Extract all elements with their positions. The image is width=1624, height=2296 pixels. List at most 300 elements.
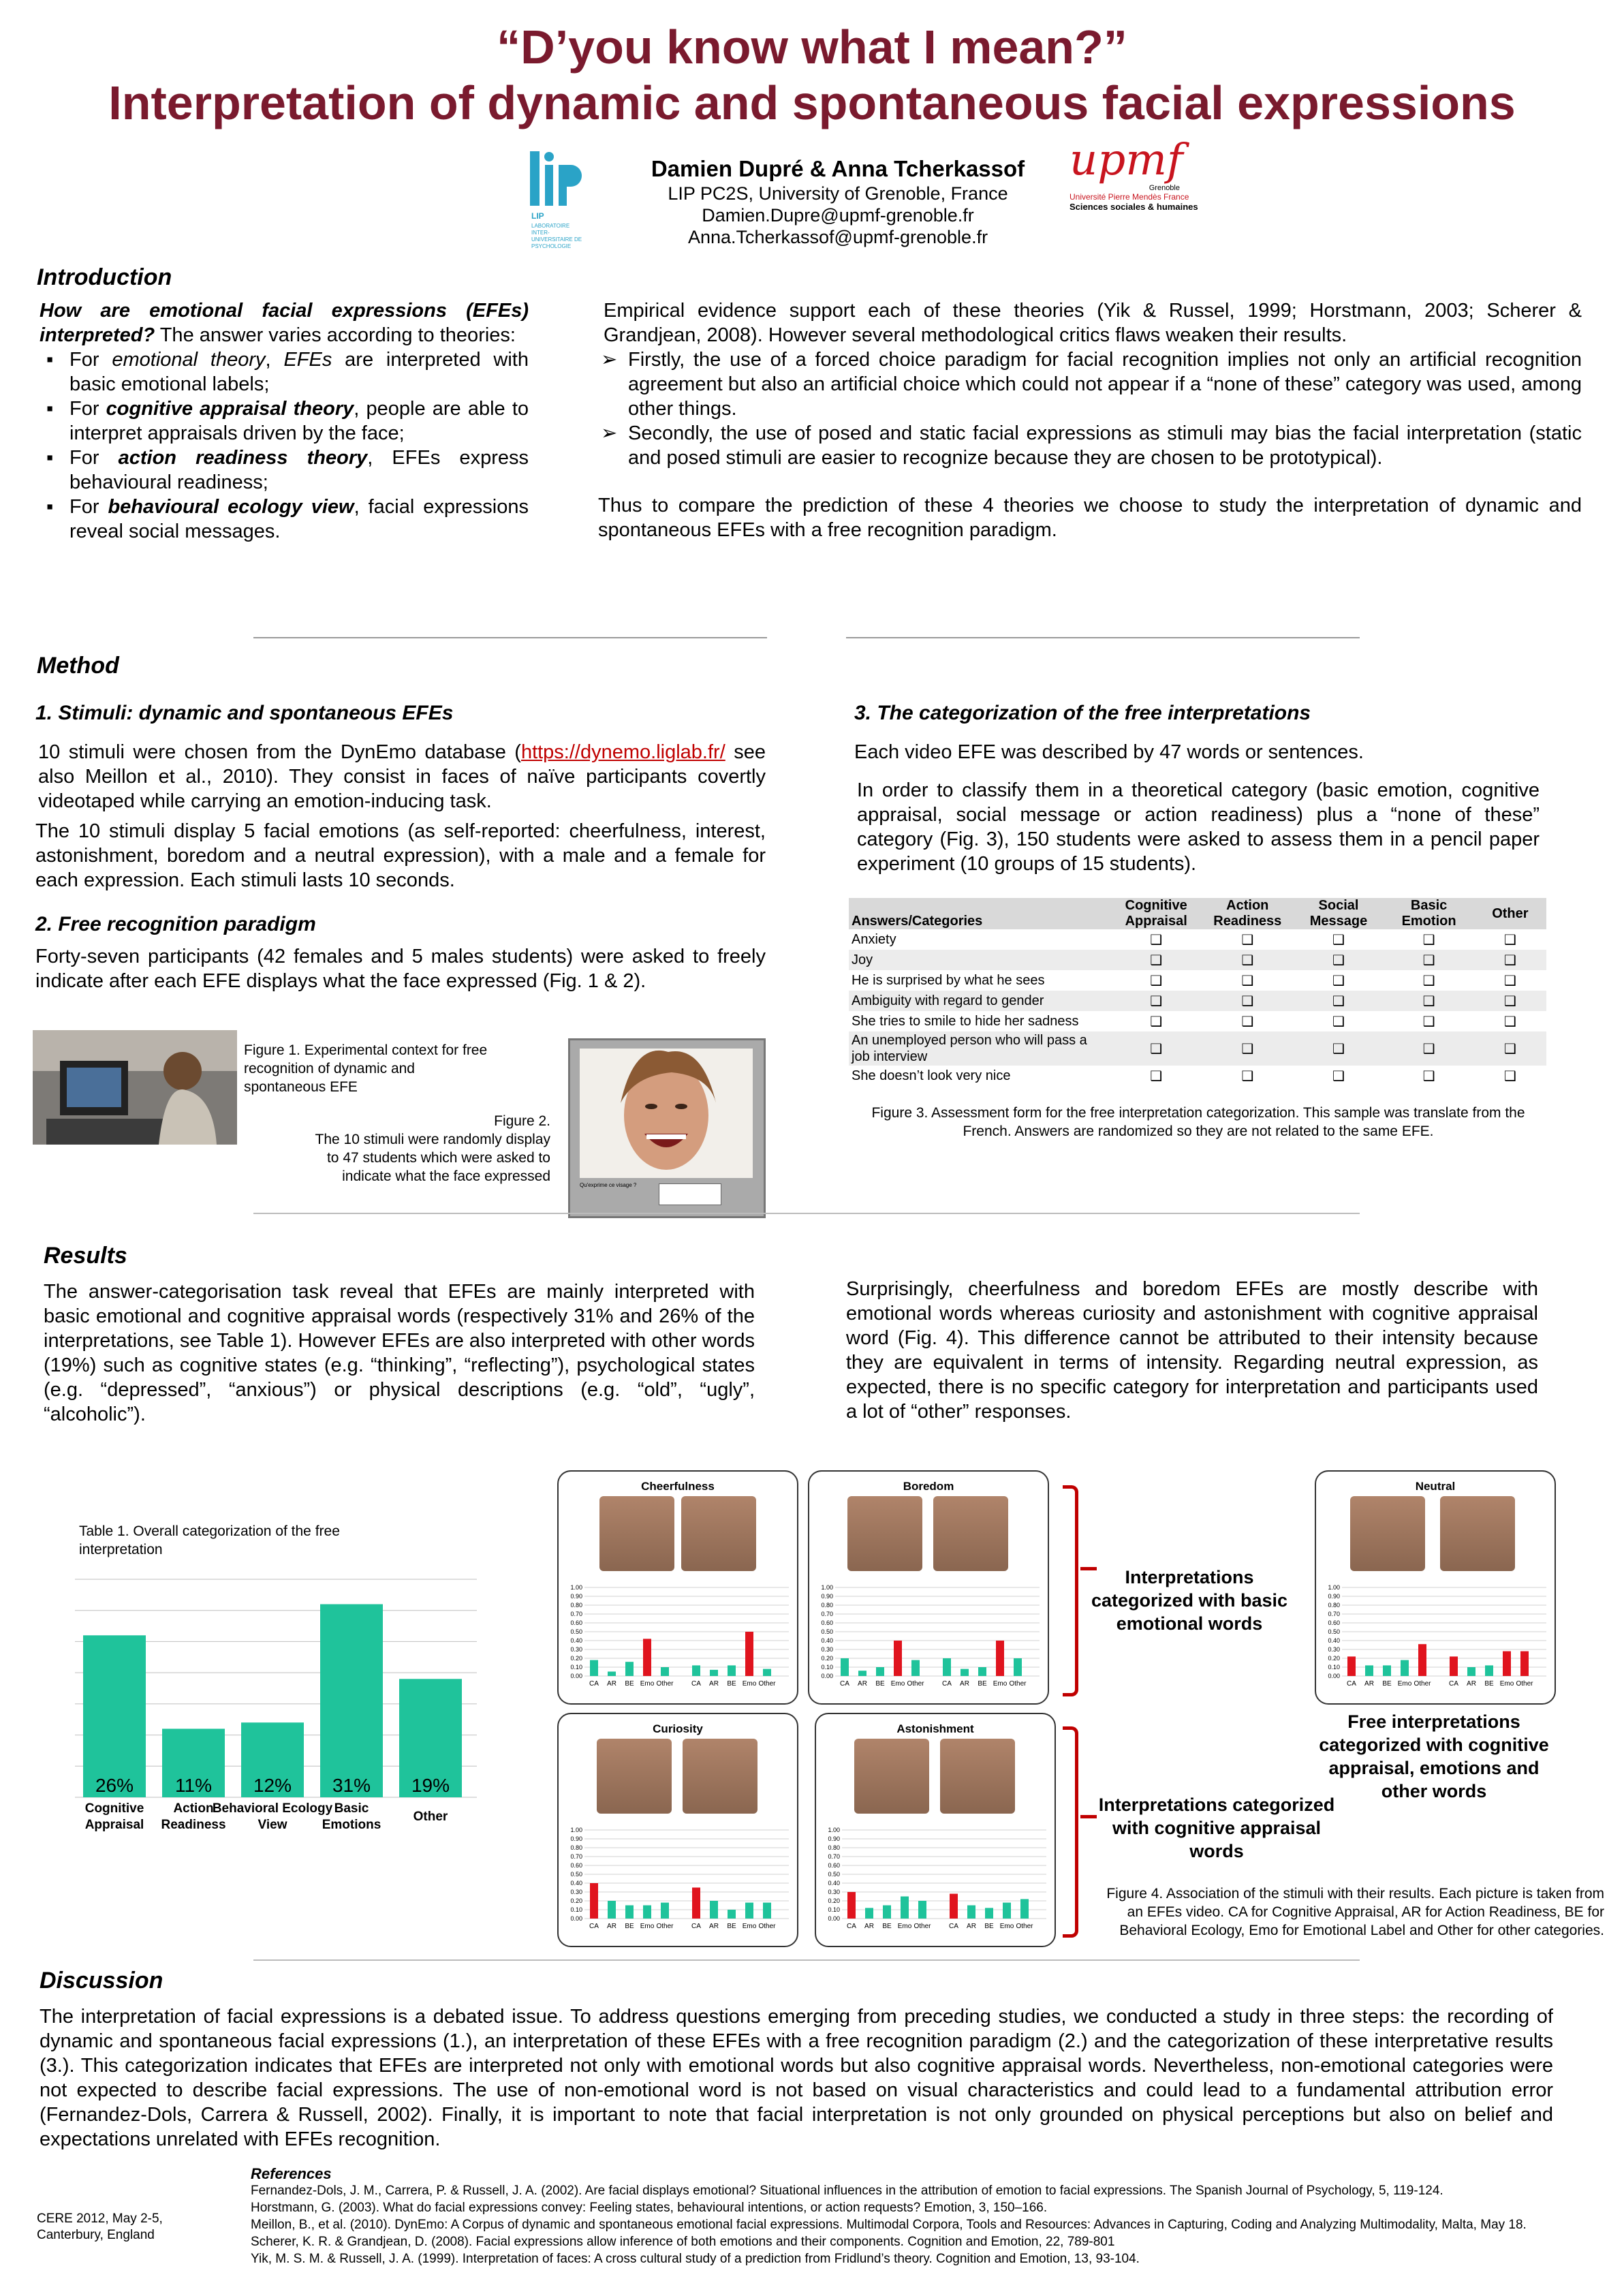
table-header: Social Message xyxy=(1294,898,1384,929)
y-tick-label: 0.20 xyxy=(821,1655,833,1662)
table-row xyxy=(849,1066,1546,1086)
bar xyxy=(918,1901,926,1919)
checkbox[interactable]: ❑ xyxy=(1503,973,1516,989)
panel-cheerfulness xyxy=(557,1470,798,1705)
y-tick-label: 0.20 xyxy=(570,1655,582,1662)
x-tick-label: Other xyxy=(907,1680,924,1688)
bracket-basic xyxy=(1063,1485,1078,1696)
divider xyxy=(253,1213,1360,1214)
author-names: Damien Dupré & Anna Tcherkassof xyxy=(651,156,1025,181)
categorization-heading: 3. The categorization of the free interpretations xyxy=(854,702,1311,724)
y-tick-label: 0.00 xyxy=(1328,1673,1340,1679)
bar xyxy=(1520,1651,1529,1676)
bar xyxy=(1365,1665,1373,1676)
theory-item: ▪ For emotional theory, EFEs are interpreted with basic emotional labels; xyxy=(40,347,529,397)
bar xyxy=(950,1894,958,1919)
theory-item: ▪ For behavioural ecology view, facial expressions reveal social messages. xyxy=(40,495,529,544)
reference-item: Scherer, K. R. & Grandjean, D. (2008). Facial expressions allow inference of both emotions and their components. Cognition and Emotion, 22, 789-801 xyxy=(251,2235,1115,2249)
checkbox[interactable]: ❑ xyxy=(1150,952,1163,968)
y-tick-label: 0.20 xyxy=(570,1897,582,1904)
bar xyxy=(1503,1651,1511,1676)
results-right-text: Surprisingly, cheerfulness and boredom EFEs are mostly describe with emotional words whereas curiosity and astonishment with cognitive appraisal word (Fig. 4). This difference cannot be attributed to their intensity because they are equivalent in terms of intensity. Regarding neutral expression, as expected, there is no specific category for interpretation and participants used a lot of “other” responses. xyxy=(846,1278,1538,1423)
reference-item: Horstmann, G. (2003). What do facial expressions convey: Feeling states, behavioural intentions, or action requests? Emotion, 3, 150–166. xyxy=(251,2201,1048,2215)
x-tick-label: CA xyxy=(691,1680,701,1688)
y-tick-label: 0.10 xyxy=(1328,1664,1340,1671)
bar xyxy=(911,1660,920,1676)
checkbox[interactable]: ❑ xyxy=(1332,1068,1345,1084)
y-tick-label: 0.50 xyxy=(570,1628,582,1635)
email-2[interactable]: Anna.Tcherkassof@upmf-grenoble.fr xyxy=(687,227,988,247)
x-tick-label: Emo xyxy=(897,1923,912,1930)
y-tick-label: 0.10 xyxy=(828,1906,840,1913)
x-tick-label: Other xyxy=(914,1923,931,1930)
bar xyxy=(841,1658,849,1676)
y-tick-label: 0.40 xyxy=(570,1880,582,1887)
stimuli-description: The 10 stimuli display 5 facial emotions (as self-reported: cheerfulness, interest, astonishment, boredom and a neutral expression), with a male and a female for each expression. Each stimuli lasts 10 seconds. xyxy=(35,820,766,891)
bar xyxy=(692,1665,700,1676)
panel-neutral xyxy=(1315,1470,1556,1705)
bar xyxy=(1003,1903,1011,1919)
y-tick-label: 0.50 xyxy=(570,1871,582,1878)
bar xyxy=(763,1669,771,1676)
y-tick-label: 0.80 xyxy=(1328,1602,1340,1609)
affiliation: LIP PC2S, University of Grenoble, France xyxy=(668,183,1008,204)
bar xyxy=(728,1665,736,1676)
category-label: Behavioral Ecology xyxy=(212,1801,333,1816)
category-label: Readiness xyxy=(161,1818,226,1832)
bar-value-label: 26% xyxy=(95,1775,134,1796)
bar xyxy=(590,1883,598,1919)
upmf-city: Grenoble xyxy=(1149,184,1180,192)
intro-question: How are emotional facial expressions (EFEs) interpreted? xyxy=(40,300,529,346)
x-tick-label: AR xyxy=(864,1923,874,1930)
label-cognitive-appraisal: Interpretations categorized with cognitive appraisal words xyxy=(1098,1795,1335,1861)
bar xyxy=(943,1658,951,1676)
neutral-mini-chart xyxy=(1322,1581,1549,1696)
checkbox[interactable]: ❑ xyxy=(1150,973,1163,989)
table-1-title: Table 1. Overall categorization of the free interpretation xyxy=(79,1523,340,1557)
y-tick-label: 0.70 xyxy=(828,1853,840,1860)
figure-3-caption: Figure 3. Assessment form for the free interpretation categorization. This sample was translate from the French. Answers are randomized so they are not related to the same EFE. xyxy=(871,1105,1525,1139)
y-tick-label: 0.60 xyxy=(570,1862,582,1869)
checkbox[interactable]: ❑ xyxy=(1332,952,1345,968)
x-tick-label: AR xyxy=(960,1680,969,1688)
x-tick-label: CA xyxy=(847,1923,856,1930)
table-row xyxy=(849,929,1546,950)
bar xyxy=(710,1901,718,1919)
bar xyxy=(661,1667,669,1676)
table-cell: He is surprised by what he sees xyxy=(852,972,1045,988)
x-tick-label: BE xyxy=(727,1923,736,1930)
table-cell: Joy xyxy=(852,952,873,967)
discussion-text: The interpretation of facial expressions is a debated issue. To address questions emerging from preceding studies, we conducted a study in three steps: the recording of dynamic and spontaneous facial expressions (1.), an interpretation of these EFEs with a free recognition paradigm (2.) and the categorization of these interpretative results (3.). This categorization indicates that EFEs are interpreted not only with emotional words but also cognitive appraisal words. Nevertheless, non-emotional categories were not expected to describe facial expressions. The use of non-emotional word is not based on visual characteristics and could lead to a fundamental attribution error (Fernandez-Dols, Carrera & Russell, 2002). Finally, it is important to note that facial interpretation is not only grounded on physical perceptions but also on belief and expectations unrelated with EFEs recognition. xyxy=(40,2006,1553,2150)
conference-line2: Canterbury, England xyxy=(37,2228,155,2242)
x-tick-label: AR xyxy=(709,1923,719,1930)
x-tick-label: CA xyxy=(840,1680,849,1688)
astonishment-mini-chart xyxy=(822,1823,1049,1939)
category-label: Other xyxy=(413,1810,448,1824)
checkbox[interactable]: ❑ xyxy=(1503,1014,1516,1029)
figure-2-label: Figure 2. xyxy=(494,1113,550,1129)
x-tick-label: BE xyxy=(625,1680,634,1688)
y-tick-label: 0.10 xyxy=(570,1664,582,1671)
x-tick-label: CA xyxy=(589,1923,599,1930)
screen-prompt-text: Qu'exprime ce visage ? xyxy=(580,1182,637,1188)
reference-item: Meillon, B., et al. (2010). DynEmo: A Corpus of dynamic and spontaneous emotional facial expressions. Multimodal Corpora, Tools and Resources: Advances in Capturing, Coding and Analyzing Multimodality, Malta, May 18. xyxy=(251,2218,1527,2232)
results-heading: Results xyxy=(44,1243,127,1269)
x-tick-label: Emo xyxy=(742,1680,757,1688)
x-tick-label: Other xyxy=(1414,1680,1431,1688)
free-recognition-heading: 2. Free recognition paradigm xyxy=(35,913,316,935)
y-tick-label: 0.30 xyxy=(821,1646,833,1653)
panel-title: Cheerfulness xyxy=(641,1480,715,1493)
table-header: Cognitive Appraisal xyxy=(1110,898,1202,929)
checkbox[interactable]: ❑ xyxy=(1503,932,1516,948)
y-tick-label: 0.90 xyxy=(828,1835,840,1842)
x-tick-label: Emo xyxy=(742,1923,757,1930)
x-tick-label: AR xyxy=(858,1680,867,1688)
figure-1-caption: Figure 1. Experimental context for free recognition of dynamic and spontaneous EFE xyxy=(244,1042,488,1095)
bar xyxy=(661,1903,669,1919)
y-tick-label: 0.80 xyxy=(570,1602,582,1609)
screen-answer-input[interactable] xyxy=(659,1183,721,1205)
y-tick-label: 0.00 xyxy=(828,1915,840,1922)
panel-astonishment xyxy=(815,1713,1056,1947)
theory-item: ▪ For cognitive appraisal theory, people are able to interpret appraisals driven by the face; xyxy=(40,397,529,446)
upmf-line2: Sciences sociales & humaines xyxy=(1069,202,1198,212)
bar xyxy=(643,1639,651,1676)
conference-line1: CERE 2012, May 2-5, xyxy=(37,2212,163,2226)
checkbox[interactable]: ❑ xyxy=(1503,993,1516,1009)
bar xyxy=(894,1641,902,1676)
checkbox[interactable]: ❑ xyxy=(1332,973,1345,989)
y-tick-label: 1.00 xyxy=(828,1827,840,1833)
x-tick-label: CA xyxy=(949,1923,958,1930)
checkbox[interactable]: ❑ xyxy=(1241,1068,1254,1084)
table-row xyxy=(849,1011,1546,1031)
categorization-text xyxy=(854,740,1540,876)
y-tick-label: 0.60 xyxy=(828,1862,840,1869)
introduction-left xyxy=(40,298,529,544)
y-tick-label: 0.40 xyxy=(1328,1637,1340,1644)
checkbox[interactable]: ❑ xyxy=(1422,1014,1435,1029)
bar xyxy=(643,1906,651,1919)
y-tick-label: 0.70 xyxy=(821,1611,833,1617)
boredom-mini-chart xyxy=(815,1581,1042,1696)
bar-value-label: 31% xyxy=(332,1775,371,1796)
discussion-heading: Discussion xyxy=(40,1968,163,1994)
experiment-photo-graphic xyxy=(33,1030,237,1145)
bar xyxy=(901,1897,909,1919)
references-heading: References xyxy=(251,2165,332,2182)
label-mixed-categories: Free interpretations categorized with cognitive appraisal, emotions and other words xyxy=(1319,1711,1549,1801)
x-tick-label: Other xyxy=(1009,1680,1027,1688)
y-tick-label: 0.20 xyxy=(1328,1655,1340,1662)
lip-logo-subtext: LABORATOIRE INTER-UNIVERSITAIRE DE PSYCHOLOGIE xyxy=(531,223,582,249)
category-label: Action xyxy=(173,1801,214,1816)
y-tick-label: 0.90 xyxy=(1328,1593,1340,1600)
table-row xyxy=(849,1031,1546,1066)
divider xyxy=(253,1959,1360,1961)
checkbox[interactable]: ❑ xyxy=(1332,993,1345,1009)
checkbox[interactable]: ❑ xyxy=(1241,932,1254,948)
table-header-row xyxy=(849,898,1546,929)
bar xyxy=(1467,1667,1475,1676)
y-tick-label: 0.10 xyxy=(821,1664,833,1671)
y-tick-label: 0.30 xyxy=(828,1889,840,1895)
figure-4-caption: Figure 4. Association of the stimuli with their results. Each picture is taken from an EFEs video. CA for Cognitive Appraisal, AR for Action Readiness, BE for Behavioral Ecology, Emo for Emotional Label and Other for other categories. xyxy=(1106,1886,1604,1938)
assessment-form-body xyxy=(849,929,1546,1086)
checkbox[interactable]: ❑ xyxy=(1422,1041,1435,1057)
x-tick-label: BE xyxy=(978,1680,987,1688)
introduction-right xyxy=(598,298,1582,542)
figure-2-text: The 10 stimuli were randomly display to 47 students which were asked to indicate what the face expressed xyxy=(315,1132,550,1184)
bar xyxy=(625,1662,634,1676)
bracket-cognitive xyxy=(1063,1726,1078,1938)
y-tick-label: 0.10 xyxy=(570,1906,582,1913)
checkbox[interactable]: ❑ xyxy=(1150,1068,1163,1084)
x-tick-label: CA xyxy=(1347,1680,1356,1688)
bar xyxy=(1383,1665,1391,1676)
divider xyxy=(253,637,767,638)
checkbox[interactable]: ❑ xyxy=(1332,1041,1345,1057)
critique-item: ➢ Secondly, the use of posed and static facial expressions as stimuli may bias the facial interpretation (static and posed stimuli are easier to recognize because they are chosen to be prototypical). xyxy=(598,421,1582,470)
table-cell: Ambiguity with regard to gender xyxy=(852,993,1044,1008)
stimulus-face-photo xyxy=(1350,1496,1425,1571)
bar xyxy=(996,1641,1004,1676)
panel-boredom xyxy=(808,1470,1049,1705)
checkbox[interactable]: ❑ xyxy=(1422,993,1435,1009)
y-tick-label: 0.30 xyxy=(1328,1646,1340,1653)
checkbox[interactable]: ❑ xyxy=(1241,993,1254,1009)
y-tick-label: 0.70 xyxy=(1328,1611,1340,1617)
bar xyxy=(961,1669,969,1676)
bar xyxy=(1485,1665,1493,1676)
checkbox[interactable]: ❑ xyxy=(1422,973,1435,989)
y-tick-label: 0.30 xyxy=(570,1646,582,1653)
table-cell: She doesn’t look very nice xyxy=(852,1068,1011,1083)
divider xyxy=(846,637,1360,638)
upmf-line1: Université Pierre Mendès France xyxy=(1069,192,1189,202)
category-label: Cognitive xyxy=(84,1801,144,1816)
y-tick-label: 0.40 xyxy=(828,1880,840,1887)
x-tick-label: Emo xyxy=(640,1680,655,1688)
lip-logo-text: LIP xyxy=(531,211,544,221)
figure-2-screen xyxy=(568,1038,766,1218)
checkbox[interactable]: ❑ xyxy=(1503,1041,1516,1057)
stimulus-face-photo xyxy=(847,1496,922,1571)
y-tick-label: 0.00 xyxy=(570,1673,582,1679)
panel-curiosity xyxy=(557,1713,798,1947)
y-tick-label: 0.90 xyxy=(570,1593,582,1600)
bar xyxy=(590,1660,598,1676)
panel-title: Astonishment xyxy=(896,1722,974,1735)
x-tick-label: Emo xyxy=(640,1923,655,1930)
categorization-p2: In order to classify them in a theoretical category (basic emotion, cognitive appraisal, social message or action readiness) plus a “none of these” category (Fig. 3), 150 students were asked to assess them in a pencil paper experiment (10 groups of 15 students). xyxy=(857,779,1540,875)
bar xyxy=(978,1667,986,1676)
label-basic-emotional: Interpretations categorized with basic emotional words xyxy=(1091,1567,1288,1634)
stimulus-face-photo xyxy=(933,1496,1008,1571)
x-tick-label: Other xyxy=(656,1923,674,1930)
references xyxy=(251,2165,1559,2267)
x-tick-label: Other xyxy=(1516,1680,1533,1688)
y-tick-label: 0.80 xyxy=(828,1844,840,1851)
curiosity-mini-chart xyxy=(564,1823,792,1939)
cheerfulness-mini-chart xyxy=(564,1581,792,1696)
bar xyxy=(1347,1656,1356,1676)
checkbox[interactable]: ❑ xyxy=(1241,1041,1254,1057)
lip-logo xyxy=(525,144,586,260)
y-tick-label: 0.80 xyxy=(821,1602,833,1609)
theory-item: ▪ For action readiness theory, EFEs express behavioural readiness; xyxy=(40,446,529,495)
dynemo-link[interactable]: https://dynemo.liglab.fr/ xyxy=(520,741,725,763)
y-tick-label: 0.80 xyxy=(570,1844,582,1851)
panel-title: Curiosity xyxy=(653,1722,703,1735)
stimuli-text: 10 stimuli were chosen from the DynEmo database (https://dynemo.liglab.fr/ see also Meillon et al., 2010). They consist in faces of naïve participants covertly videotaped while carrying an emotion-inducing task. The 10 stimuli display 5 facial emotions (as self-reported: cheerfulness, interest, astonishment, boredom and a neutral expression), with a male and a female for each expression. Each stimuli lasts 10 seconds. xyxy=(35,741,766,891)
poster-title-line2: Interpretation of dynamic and spontaneous facial expressions xyxy=(108,76,1516,129)
upmf-logo xyxy=(1063,136,1199,238)
bar xyxy=(710,1670,718,1676)
reference-item: Fernandez-Dols, J. M., Carrera, P. & Russell, J. A. (2002). Are facial displays emotional? Situational influences in the attribution of emotion to facial expressions. The Spanish Journal of Psychology, 5, 119-124. xyxy=(251,2184,1443,2198)
y-tick-label: 1.00 xyxy=(821,1584,833,1591)
smiling-face-graphic xyxy=(580,1049,753,1178)
table-header: Basic Emotion xyxy=(1384,898,1473,929)
checkbox[interactable]: ❑ xyxy=(1422,1068,1435,1084)
y-tick-label: 0.30 xyxy=(570,1889,582,1895)
email-1[interactable]: Damien.Dupre@upmf-grenoble.fr xyxy=(702,205,974,226)
reference-item: Yik, M. S. M. & Russell, J. A. (1999). Interpretation of faces: A cross cultural study of a prediction from Fridlund’s theory. Cognition and Emotion, 13, 93-104. xyxy=(251,2252,1140,2266)
x-tick-label: BE xyxy=(1382,1680,1392,1688)
x-tick-label: Other xyxy=(758,1680,776,1688)
checkbox[interactable]: ❑ xyxy=(1332,1014,1345,1029)
y-tick-label: 0.00 xyxy=(570,1915,582,1922)
categorization-p1: Each video EFE was described by 47 words or sentences. xyxy=(854,741,1364,763)
x-tick-label: BE xyxy=(1484,1680,1494,1688)
x-tick-label: CA xyxy=(589,1680,599,1688)
bar xyxy=(745,1632,753,1676)
bar xyxy=(1450,1656,1458,1676)
y-tick-label: 0.60 xyxy=(821,1619,833,1626)
stimulus-face-photo xyxy=(681,1496,756,1571)
checkbox[interactable]: ❑ xyxy=(1422,952,1435,968)
y-tick-label: 0.00 xyxy=(821,1673,833,1679)
bar-value-label: 19% xyxy=(411,1775,450,1796)
bar xyxy=(745,1903,753,1919)
checkbox[interactable]: ❑ xyxy=(1150,932,1163,948)
theory-list xyxy=(40,347,529,544)
bar xyxy=(883,1906,891,1919)
bar xyxy=(967,1906,975,1919)
introduction-heading: Introduction xyxy=(37,264,172,290)
x-tick-label: AR xyxy=(1467,1680,1476,1688)
x-tick-label: Emo xyxy=(1499,1680,1514,1688)
checkbox[interactable]: ❑ xyxy=(1422,932,1435,948)
checkbox[interactable]: ❑ xyxy=(1241,952,1254,968)
bar xyxy=(608,1901,616,1919)
y-tick-label: 0.20 xyxy=(828,1897,840,1904)
bar xyxy=(728,1910,736,1919)
checkbox[interactable]: ❑ xyxy=(1241,1014,1254,1029)
x-tick-label: Other xyxy=(1016,1923,1033,1930)
bar xyxy=(858,1671,866,1676)
poster-title-line1: “D’you know what I mean?” xyxy=(497,20,1127,74)
y-tick-label: 0.40 xyxy=(821,1637,833,1644)
x-tick-label: AR xyxy=(607,1680,616,1688)
bar xyxy=(763,1903,771,1919)
figure-1-photo xyxy=(33,1030,237,1145)
panel-title: Boredom xyxy=(903,1480,954,1493)
checkbox[interactable]: ❑ xyxy=(1150,1041,1163,1057)
y-tick-label: 0.70 xyxy=(570,1611,582,1617)
x-tick-label: CA xyxy=(1449,1680,1458,1688)
checkbox[interactable]: ❑ xyxy=(1150,993,1163,1009)
critique-item: ➢ Firstly, the use of a forced choice paradigm for facial recognition implies not only an artificial recognition agreement but also an artificial choice which could not appear if a “none of these” category was used, among other things. xyxy=(598,347,1582,421)
checkbox[interactable]: ❑ xyxy=(1241,973,1254,989)
stimulus-face-photo xyxy=(597,1739,672,1814)
checkbox[interactable]: ❑ xyxy=(1150,1014,1163,1029)
y-tick-label: 0.60 xyxy=(1328,1619,1340,1626)
checkbox[interactable]: ❑ xyxy=(1332,932,1345,948)
bar xyxy=(865,1908,873,1919)
intro-evidence: Empirical evidence support each of these theories (Yik & Russel, 1999; Horstmann, 2003; Scherer & Grandjean, 2008). However several methodological critics flaws weaken their results. xyxy=(604,300,1582,346)
y-tick-label: 1.00 xyxy=(570,1827,582,1833)
bar-value-label: 11% xyxy=(175,1775,212,1796)
stimulus-face-photo xyxy=(683,1739,758,1814)
checkbox[interactable]: ❑ xyxy=(1503,952,1516,968)
table-row xyxy=(849,950,1546,970)
upmf-logo-text: upmf xyxy=(1069,135,1183,185)
x-tick-label: BE xyxy=(727,1680,736,1688)
panel-title: Neutral xyxy=(1415,1480,1456,1493)
table-cell: Anxiety xyxy=(852,931,896,947)
bar xyxy=(692,1888,700,1919)
table-header: Action Readiness xyxy=(1202,898,1294,929)
x-tick-label: AR xyxy=(709,1680,719,1688)
checkbox[interactable]: ❑ xyxy=(1503,1068,1516,1084)
table-header: Answers/Categories xyxy=(849,898,1110,929)
x-tick-label: AR xyxy=(1364,1680,1374,1688)
x-tick-label: Other xyxy=(758,1923,776,1930)
table-row xyxy=(849,991,1546,1011)
y-tick-label: 0.60 xyxy=(570,1619,582,1626)
x-tick-label: CA xyxy=(691,1923,701,1930)
stimulus-face-photo xyxy=(599,1496,674,1571)
stimulus-face-photo xyxy=(940,1739,1015,1814)
bar-value-label: 12% xyxy=(253,1775,292,1796)
bar xyxy=(876,1667,884,1676)
table-header: Other xyxy=(1474,898,1546,929)
intro-lead: The answer varies according to theories: xyxy=(155,324,516,346)
bar xyxy=(1020,1899,1029,1919)
stimulus-face-photo xyxy=(854,1739,929,1814)
bar xyxy=(1418,1644,1426,1676)
y-tick-label: 0.40 xyxy=(570,1637,582,1644)
bar xyxy=(985,1908,993,1919)
x-tick-label: BE xyxy=(882,1923,892,1930)
results-left-text: The answer-categorisation task reveal that EFEs are mainly interpreted with basic emotional and cognitive appraisal words (respectively 31% and 26% of the interpretations, see Table 1). However EFEs are also interpreted with other words (19%) such as cognitive states (e.g. “thinking”, “reflecting”), psychological states (e.g. “depressed”, “anxious”) or physical descriptions (e.g. “old”, “ugly”, “alcoholic”). xyxy=(44,1281,755,1425)
conference-info xyxy=(37,2211,163,2244)
figure-2-caption xyxy=(300,1112,550,1185)
assessment-form-table xyxy=(849,898,1546,1086)
stimulus-video-frame xyxy=(580,1049,753,1178)
y-tick-label: 1.00 xyxy=(1328,1584,1340,1591)
category-label: Emotions xyxy=(322,1818,381,1832)
x-tick-label: AR xyxy=(607,1923,616,1930)
authors-block xyxy=(599,155,1076,248)
y-tick-label: 0.50 xyxy=(828,1871,840,1878)
bar xyxy=(847,1892,856,1919)
x-tick-label: AR xyxy=(967,1923,976,1930)
